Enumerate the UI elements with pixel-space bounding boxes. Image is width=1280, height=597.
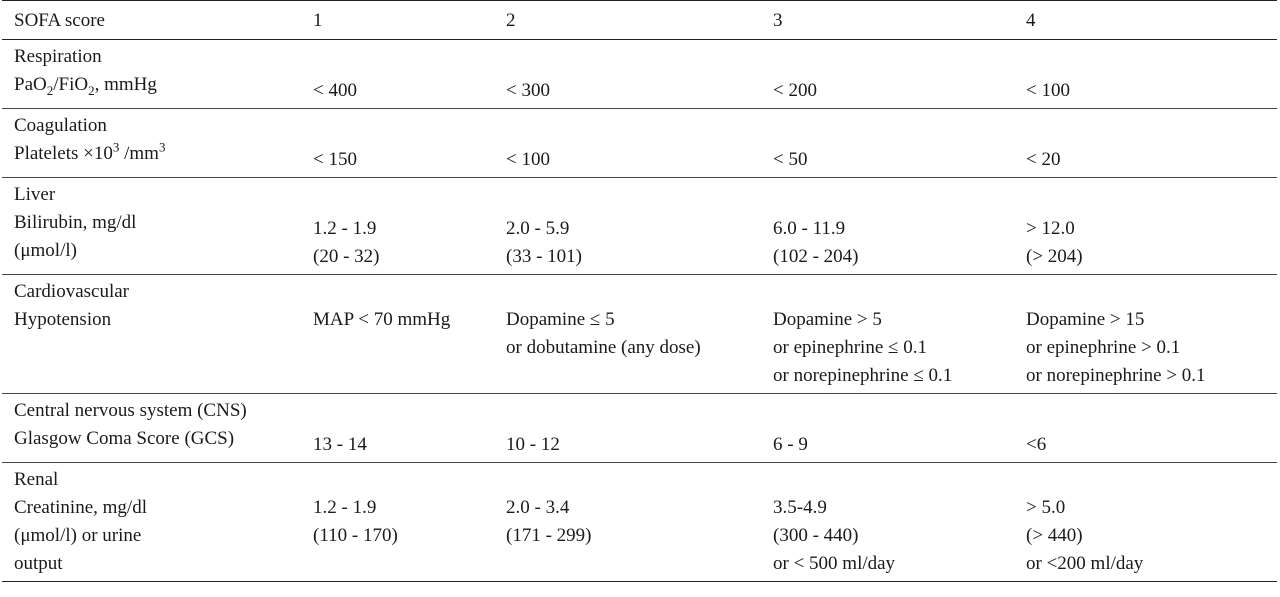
cardiovascular-score-1 xyxy=(313,275,506,394)
liver-score-2-mg: 2.0 - 5.9 xyxy=(506,218,570,239)
renal-score-1-line-1: 1.2 - 1.9 xyxy=(313,497,377,518)
liver-score-4 xyxy=(1026,178,1277,275)
cardiovascular-score-3-line-3: or norepinephrine ≤ 0.1 xyxy=(773,365,953,386)
liver-score-2-umol: (33 - 101) xyxy=(506,246,582,267)
coagulation-score-1: < 150 xyxy=(313,149,357,170)
cardiovascular-score-4-line-3: or norepinephrine > 0.1 xyxy=(1026,365,1206,386)
cns-score-4: <6 xyxy=(1026,434,1047,455)
cardiovascular-score-3 xyxy=(773,275,1026,394)
cns-label-cell xyxy=(2,394,313,463)
liver-score-3 xyxy=(773,178,1026,275)
renal-score-1-line-2: (110 - 170) xyxy=(313,525,398,546)
cardiovascular-score-4 xyxy=(1026,275,1277,394)
respiration-measure: PaO$_2$/FiO$_2$, mmHg xyxy=(14,74,157,98)
renal-score-3 xyxy=(773,463,1026,582)
cardiovascular-score-1-line-1: MAP < 70 mmHg xyxy=(313,309,451,330)
renal-score-3-line-1: 3.5-4.9 xyxy=(773,497,827,518)
liver-measure: Bilirubin, mg/dl xyxy=(14,212,137,233)
respiration-title: Respiration xyxy=(14,46,102,67)
header-row xyxy=(2,1,1277,40)
header-score-2: 2 xyxy=(506,10,516,31)
renal-unit: (μmol/l) or urine xyxy=(14,525,142,546)
renal-measure: Creatinine, mg/dl xyxy=(14,497,147,518)
renal-unit-cont: output xyxy=(14,553,63,574)
table-row-respiration xyxy=(2,40,1277,109)
respiration-score-1: < 400 xyxy=(313,80,357,101)
renal-score-2-line-1: 2.0 - 3.4 xyxy=(506,497,570,518)
cardiovascular-measure: Hypotension xyxy=(14,309,112,330)
respiration-score-3: < 200 xyxy=(773,80,817,101)
cns-score-2: 10 - 12 xyxy=(506,434,560,455)
cardiovascular-score-2-line-2: or dobutamine (any dose) xyxy=(506,337,701,358)
renal-score-2-line-2: (171 - 299) xyxy=(506,525,592,546)
table-row-renal xyxy=(2,463,1277,582)
table-row-cardiovascular xyxy=(2,275,1277,394)
cardiovascular-title: Cardiovascular xyxy=(14,281,130,302)
liver-score-3-umol: (102 - 204) xyxy=(773,246,859,267)
renal-score-1 xyxy=(313,463,506,582)
liver-score-3-mg: 6.0 - 11.9 xyxy=(773,218,846,239)
coagulation-score-3: < 50 xyxy=(773,149,808,170)
renal-score-4-line-3: or <200 ml/day xyxy=(1026,553,1144,574)
cns-score-1: 13 - 14 xyxy=(313,434,367,455)
header-score-4: 4 xyxy=(1026,10,1036,31)
liver-score-4-umol: (> 204) xyxy=(1026,246,1083,267)
renal-score-4-line-1: > 5.0 xyxy=(1026,497,1066,518)
sofa-score-table xyxy=(2,0,1277,582)
header-label: SOFA score xyxy=(14,10,105,31)
liver-label-cell xyxy=(2,178,313,275)
table-row-cns xyxy=(2,394,1277,463)
cardiovascular-score-2 xyxy=(506,275,773,394)
liver-score-1 xyxy=(313,178,506,275)
cardiovascular-score-2-line-1: Dopamine ≤ 5 xyxy=(506,309,615,330)
liver-score-1-umol: (20 - 32) xyxy=(313,246,380,267)
renal-score-2 xyxy=(506,463,773,582)
table-row-liver xyxy=(2,178,1277,275)
cardiovascular-score-4-line-1: Dopamine > 15 xyxy=(1026,309,1145,330)
coagulation-measure: Platelets $\times 10^3$ $/mm^3$ xyxy=(14,139,166,164)
cardiovascular-score-4-line-2: or epinephrine > 0.1 xyxy=(1026,337,1181,358)
liver-unit: (μmol/l) xyxy=(14,240,77,261)
respiration-score-2: < 300 xyxy=(506,80,550,101)
coagulation-score-4: < 20 xyxy=(1026,149,1061,170)
header-score-3: 3 xyxy=(773,10,783,31)
coagulation-score-2: < 100 xyxy=(506,149,550,170)
cardiovascular-score-3-line-1: Dopamine > 5 xyxy=(773,309,882,330)
renal-title: Renal xyxy=(14,469,59,490)
liver-score-2 xyxy=(506,178,773,275)
renal-score-4 xyxy=(1026,463,1277,582)
respiration-label-cell xyxy=(2,40,313,109)
coagulation-label-cell xyxy=(2,109,313,178)
table-row-coagulation xyxy=(2,109,1277,178)
header-score-1: 1 xyxy=(313,10,323,31)
renal-label-cell xyxy=(2,463,313,582)
liver-score-1-mg: 1.2 - 1.9 xyxy=(313,218,377,239)
renal-score-3-line-2: (300 - 440) xyxy=(773,525,859,546)
cardiovascular-score-3-line-2: or epinephrine ≤ 0.1 xyxy=(773,337,927,358)
cns-title: Central nervous system (CNS) xyxy=(14,400,247,421)
cardiovascular-label-cell xyxy=(2,275,313,394)
liver-score-4-mg: > 12.0 xyxy=(1026,218,1075,239)
cns-score-3: 6 - 9 xyxy=(773,434,808,455)
cns-measure: Glasgow Coma Score (GCS) xyxy=(14,428,235,449)
coagulation-title: Coagulation xyxy=(14,115,107,136)
respiration-score-4: < 100 xyxy=(1026,80,1070,101)
renal-score-3-line-3: or < 500 ml/day xyxy=(773,553,896,574)
liver-title: Liver xyxy=(14,184,56,205)
renal-score-4-line-2: (> 440) xyxy=(1026,525,1083,546)
